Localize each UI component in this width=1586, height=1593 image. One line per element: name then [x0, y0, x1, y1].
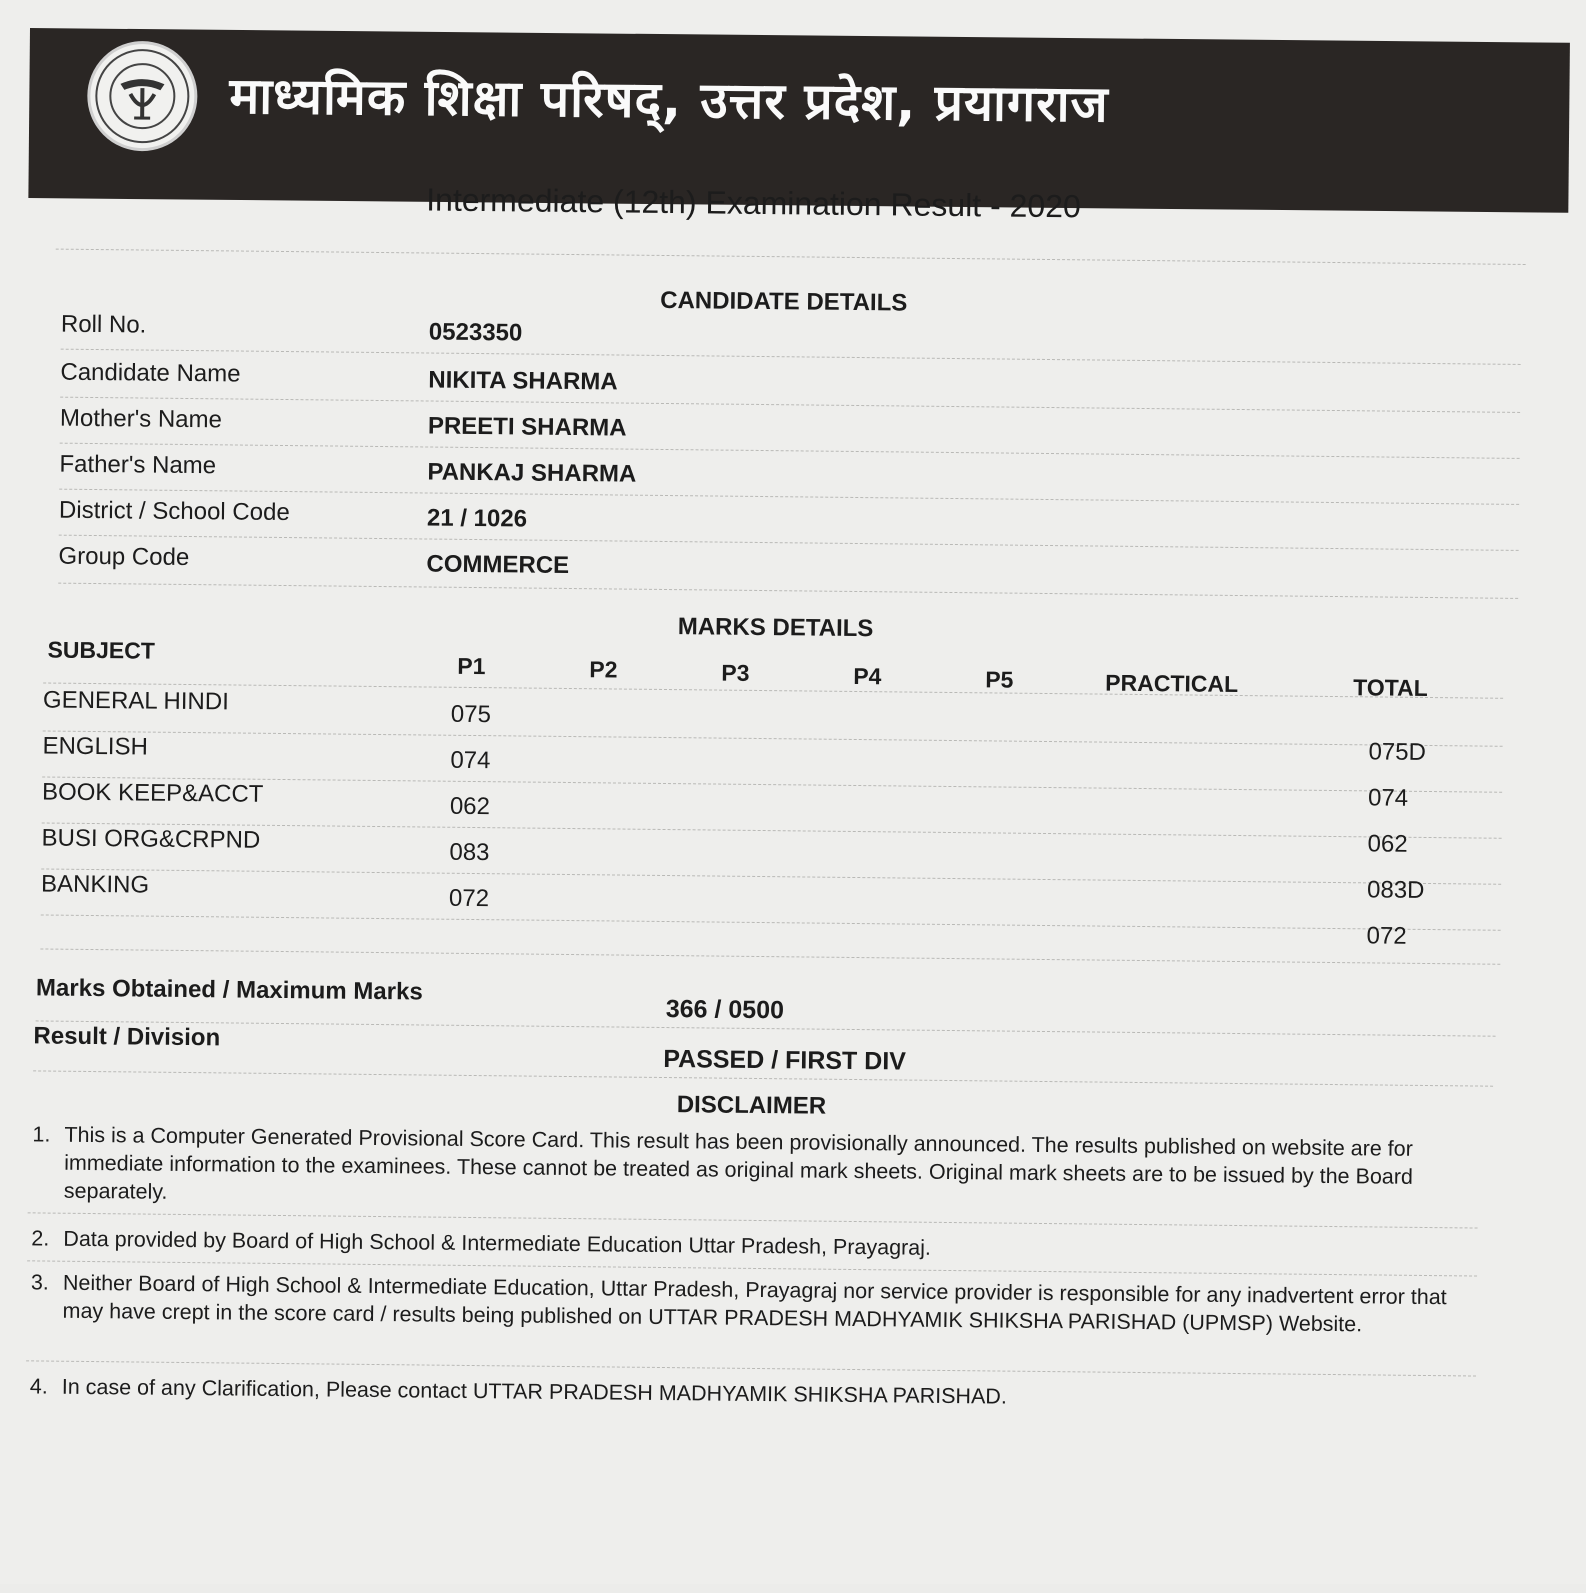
- roll-no-value: 0523350: [428, 318, 523, 347]
- disclaimer-text: Data provided by Board of High School & Intermediate Education Uttar Pradesh, Prayagraj.: [63, 1226, 932, 1260]
- disclaimer-item: [29, 1372, 1470, 1409]
- col-p3: P3: [721, 659, 750, 686]
- divider: [40, 948, 1500, 964]
- mother-name-value: PREETI SHARMA: [427, 412, 627, 442]
- disclaimer-number: 3.: [30, 1270, 49, 1295]
- disclaimer-text: In case of any Clarification, Please contact UTTAR PRADESH MADHYAMIK SHIKSHA PARISHAD.: [61, 1374, 1008, 1409]
- exam-title: Intermediate (12th) Examination Result - 2020: [426, 181, 1081, 225]
- disclaimer-number: 1.: [32, 1122, 51, 1147]
- subject-p1-mark: 083: [449, 838, 490, 867]
- subject-total: 072: [1366, 922, 1407, 950]
- subject-p1-mark: 075: [450, 700, 492, 729]
- disclaimer-text: Neither Board of High School & Intermediate Education, Uttar Pradesh, Prayagraj nor service provider is responsible for any inadvertent error that may have crept in the score card / results being published on UTTAR PRADESH MADHYAMIK SHIKSHA PARISHAD (UPMSP) Website.: [62, 1270, 1447, 1337]
- col-subject: SUBJECT: [47, 636, 156, 664]
- result-division-value: PASSED / FIRST DIV: [663, 1045, 907, 1076]
- subject-p1-mark: 074: [450, 746, 491, 775]
- candidate-name-label: Candidate Name: [60, 358, 241, 388]
- marks-obtained-label: Marks Obtained / Maximum Marks: [35, 974, 423, 1006]
- candidate-details-heading: CANDIDATE DETAILS: [660, 286, 908, 317]
- disclaimer-number: 4.: [29, 1374, 48, 1399]
- group-code-label: Group Code: [58, 542, 190, 572]
- marks-details-heading: MARKS DETAILS: [677, 613, 874, 643]
- subject-name: BUSI ORG&CRPND: [41, 824, 261, 854]
- divider: [56, 249, 1526, 265]
- disclaimer-heading: DISCLAIMER: [676, 1091, 827, 1120]
- col-practical: PRACTICAL: [1105, 669, 1239, 697]
- subject-name: BOOK KEEP&ACCT: [41, 778, 264, 808]
- candidate-name-value: NIKITA SHARMA: [428, 366, 618, 396]
- subject-name: ENGLISH: [42, 732, 149, 761]
- board-name-hindi: माध्यमिक शिक्षा परिषद्, उत्तर प्रदेश, प्रयागराज: [229, 66, 1109, 134]
- col-p1: P1: [457, 652, 486, 680]
- col-p2: P2: [589, 656, 618, 683]
- group-code-value: COMMERCE: [426, 550, 570, 579]
- subject-name: GENERAL HINDI: [42, 686, 229, 716]
- father-name-value: PANKAJ SHARMA: [427, 458, 637, 488]
- col-total: TOTAL: [1353, 674, 1428, 701]
- district-school-code-value: 21 / 1026: [426, 504, 528, 533]
- col-p4: P4: [853, 662, 882, 690]
- disclaimer-number: 2.: [31, 1226, 50, 1251]
- roll-no-label: Roll No.: [60, 310, 147, 339]
- subject-total: 075D: [1368, 738, 1427, 766]
- father-name-label: Father's Name: [59, 450, 217, 480]
- result-division-label: Result / Division: [33, 1022, 221, 1052]
- disclaimer-item: [32, 1120, 1473, 1204]
- disclaimer-item: [31, 1224, 1472, 1260]
- subject-p1-mark: 072: [448, 884, 490, 913]
- subject-p1-mark: 062: [449, 792, 491, 821]
- disclaimer-text: This is a Computer Generated Provisional Score Card. This result has been provisionally announced. The results published on website are for immediate information to the examinees. These cannot be treated as original mark sheets. Original mark sheets are to be issued by the Board separately.: [63, 1122, 1414, 1204]
- subject-total: 074: [1367, 784, 1409, 812]
- mother-name-label: Mother's Name: [59, 404, 223, 434]
- district-school-code-label: District / School Code: [58, 496, 290, 527]
- col-p5: P5: [985, 666, 1014, 693]
- disclaimer-item: [30, 1268, 1471, 1337]
- subject-total: 062: [1367, 830, 1408, 858]
- subject-name: BANKING: [40, 870, 150, 899]
- subject-total: 083D: [1366, 876, 1425, 904]
- marks-obtained-value: 366 / 0500: [665, 995, 785, 1025]
